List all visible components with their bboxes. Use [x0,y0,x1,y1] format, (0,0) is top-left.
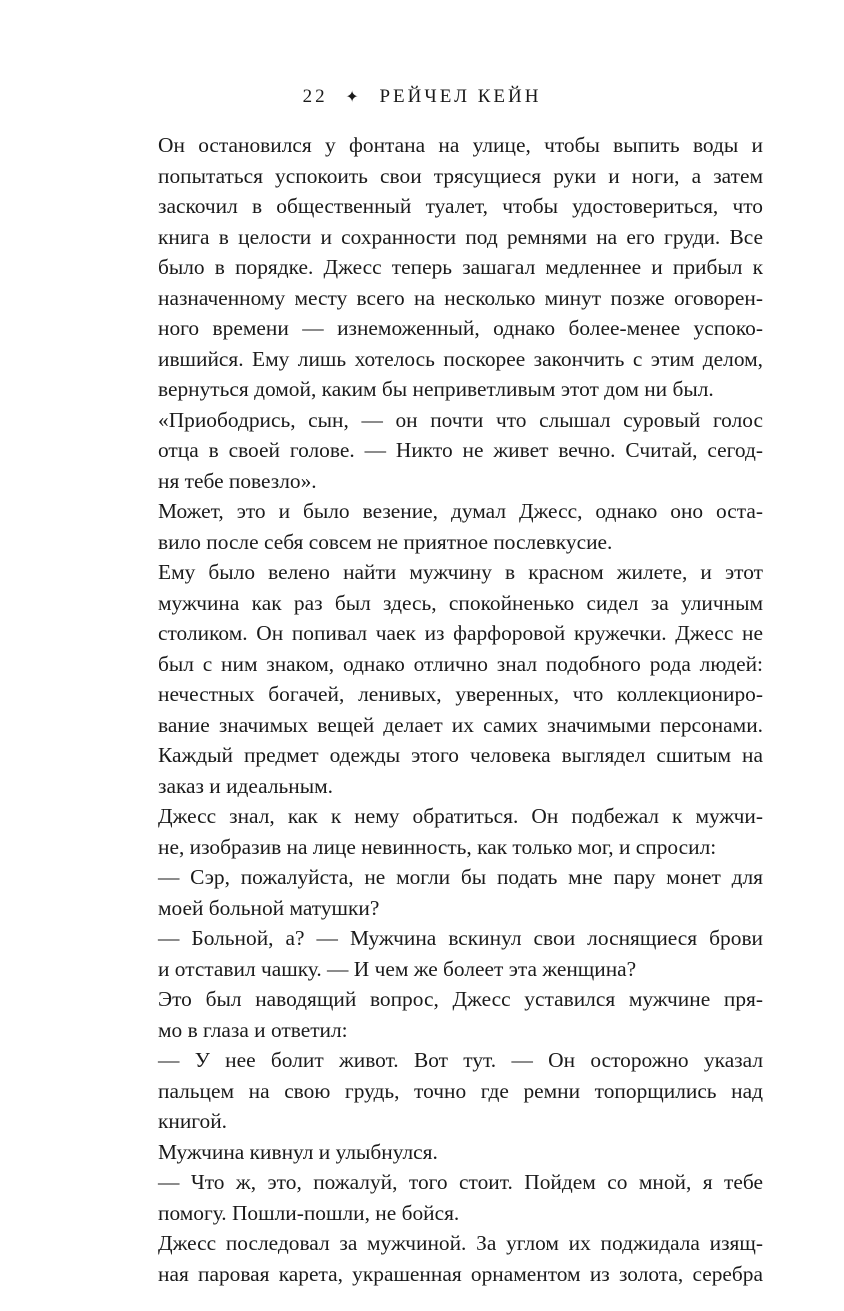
text-line: — Сэр, пожалуйста, не могли бы подать мне пару монет для [158,865,763,889]
text-line: — Больной, а? — Мужчина вскинул свои лоснящиеся брови [158,926,763,950]
text-line: было в порядке. Джесс теперь зашагал медленнее и прибыл к [158,255,763,279]
text-line: Может, это и было везение, думал Джесс, однако оно оста- [158,499,763,523]
text-line: ная паровая карета, украшенная орнаментом из золота, серебра [158,1261,763,1286]
text-line: ня тебе повезло». [158,468,317,493]
text-line: ного времени — изнеможенный, однако более-менее успоко- [158,316,763,340]
text-line: Джесс последовал за мужчиной. За углом их поджидала изящ- [158,1231,763,1255]
text-line: попытаться успокоить свои трясущиеся руки и ноги, а затем [158,163,763,188]
text-line: Джесс знал, как к нему обратиться. Он подбежал к мужчи- [158,804,763,828]
text-line: нечестных богачей, ленивых, уверенных, что коллекциониро- [158,682,763,706]
text-line: ившийся. Ему лишь хотелось поскорее закончить с этим делом, [158,346,763,371]
text-line: Каждый предмет одежды этого человека выглядел сшитым на [158,743,763,767]
text-line: назначенному месту всего на несколько минут позже оговорен- [158,285,763,310]
page-number: 22 [302,86,328,107]
text-line: «Приободрись, сын, — он почти что слышал суровый голос [158,407,763,432]
text-line: не, изобразив на лице невинность, как только мог, и спросил: [158,834,717,859]
text-line: заказ и идеальным. [158,773,334,798]
body-text [158,130,763,1289]
author-name: РЕЙЧЕЛ КЕЙН [379,86,542,107]
running-header [0,86,844,108]
text-line: помогу. Пошли-пошли, не бойся. [158,1200,460,1225]
text-line: отца в своей голове. — Никто не живет вечно. Считай, сегод- [158,438,763,462]
text-line: мо в глаза и ответил: [158,1017,348,1042]
text-line: вило после себя совсем не приятное послевкусие. [158,529,613,554]
text-line: книгой. [158,1109,228,1133]
text-line: Ему было велено найти мужчину в красном жилете, и этот [158,560,763,584]
text-line: мужчина как раз был здесь, спокойненько сидел за уличным [158,590,763,615]
text-line: и отставил чашку. — И чем же болеет эта женщина? [158,956,637,981]
text-line: Он остановился у фонтана на улице, чтобы выпить воды и [158,133,763,157]
text-line: вание значимых вещей делает их самих значимыми персонами. [158,712,763,737]
text-line: Это был наводящий вопрос, Джесс уставился мужчине пря- [158,987,763,1011]
text-line: пальцем на свою грудь, точно где ремни топорщились над [158,1078,763,1103]
ornament-separator: ✦ [345,89,362,106]
text-line: заскочил в общественный туалет, чтобы удостовериться, что [158,194,763,218]
text-line: был с ним знаком, однако отлично знал подобного рода людей: [158,651,763,676]
text-line: Мужчина кивнул и улыбнулся. [158,1139,438,1164]
text-line: книга в целости и сохранности под ремнями на его груди. Все [158,224,763,249]
text-line: вернуться домой, каким бы неприветливым этот дом ни был. [158,377,714,401]
text-line: — Что ж, это, пожалуй, того стоит. Пойдем со мной, я тебе [158,1170,763,1194]
text-line: моей больной матушки? [158,895,380,920]
text-line: столиком. Он попивал чаек из фарфоровой кружечки. Джесс не [158,621,763,645]
text-line: — У нее болит живот. Вот тут. — Он осторожно указал [158,1048,763,1072]
